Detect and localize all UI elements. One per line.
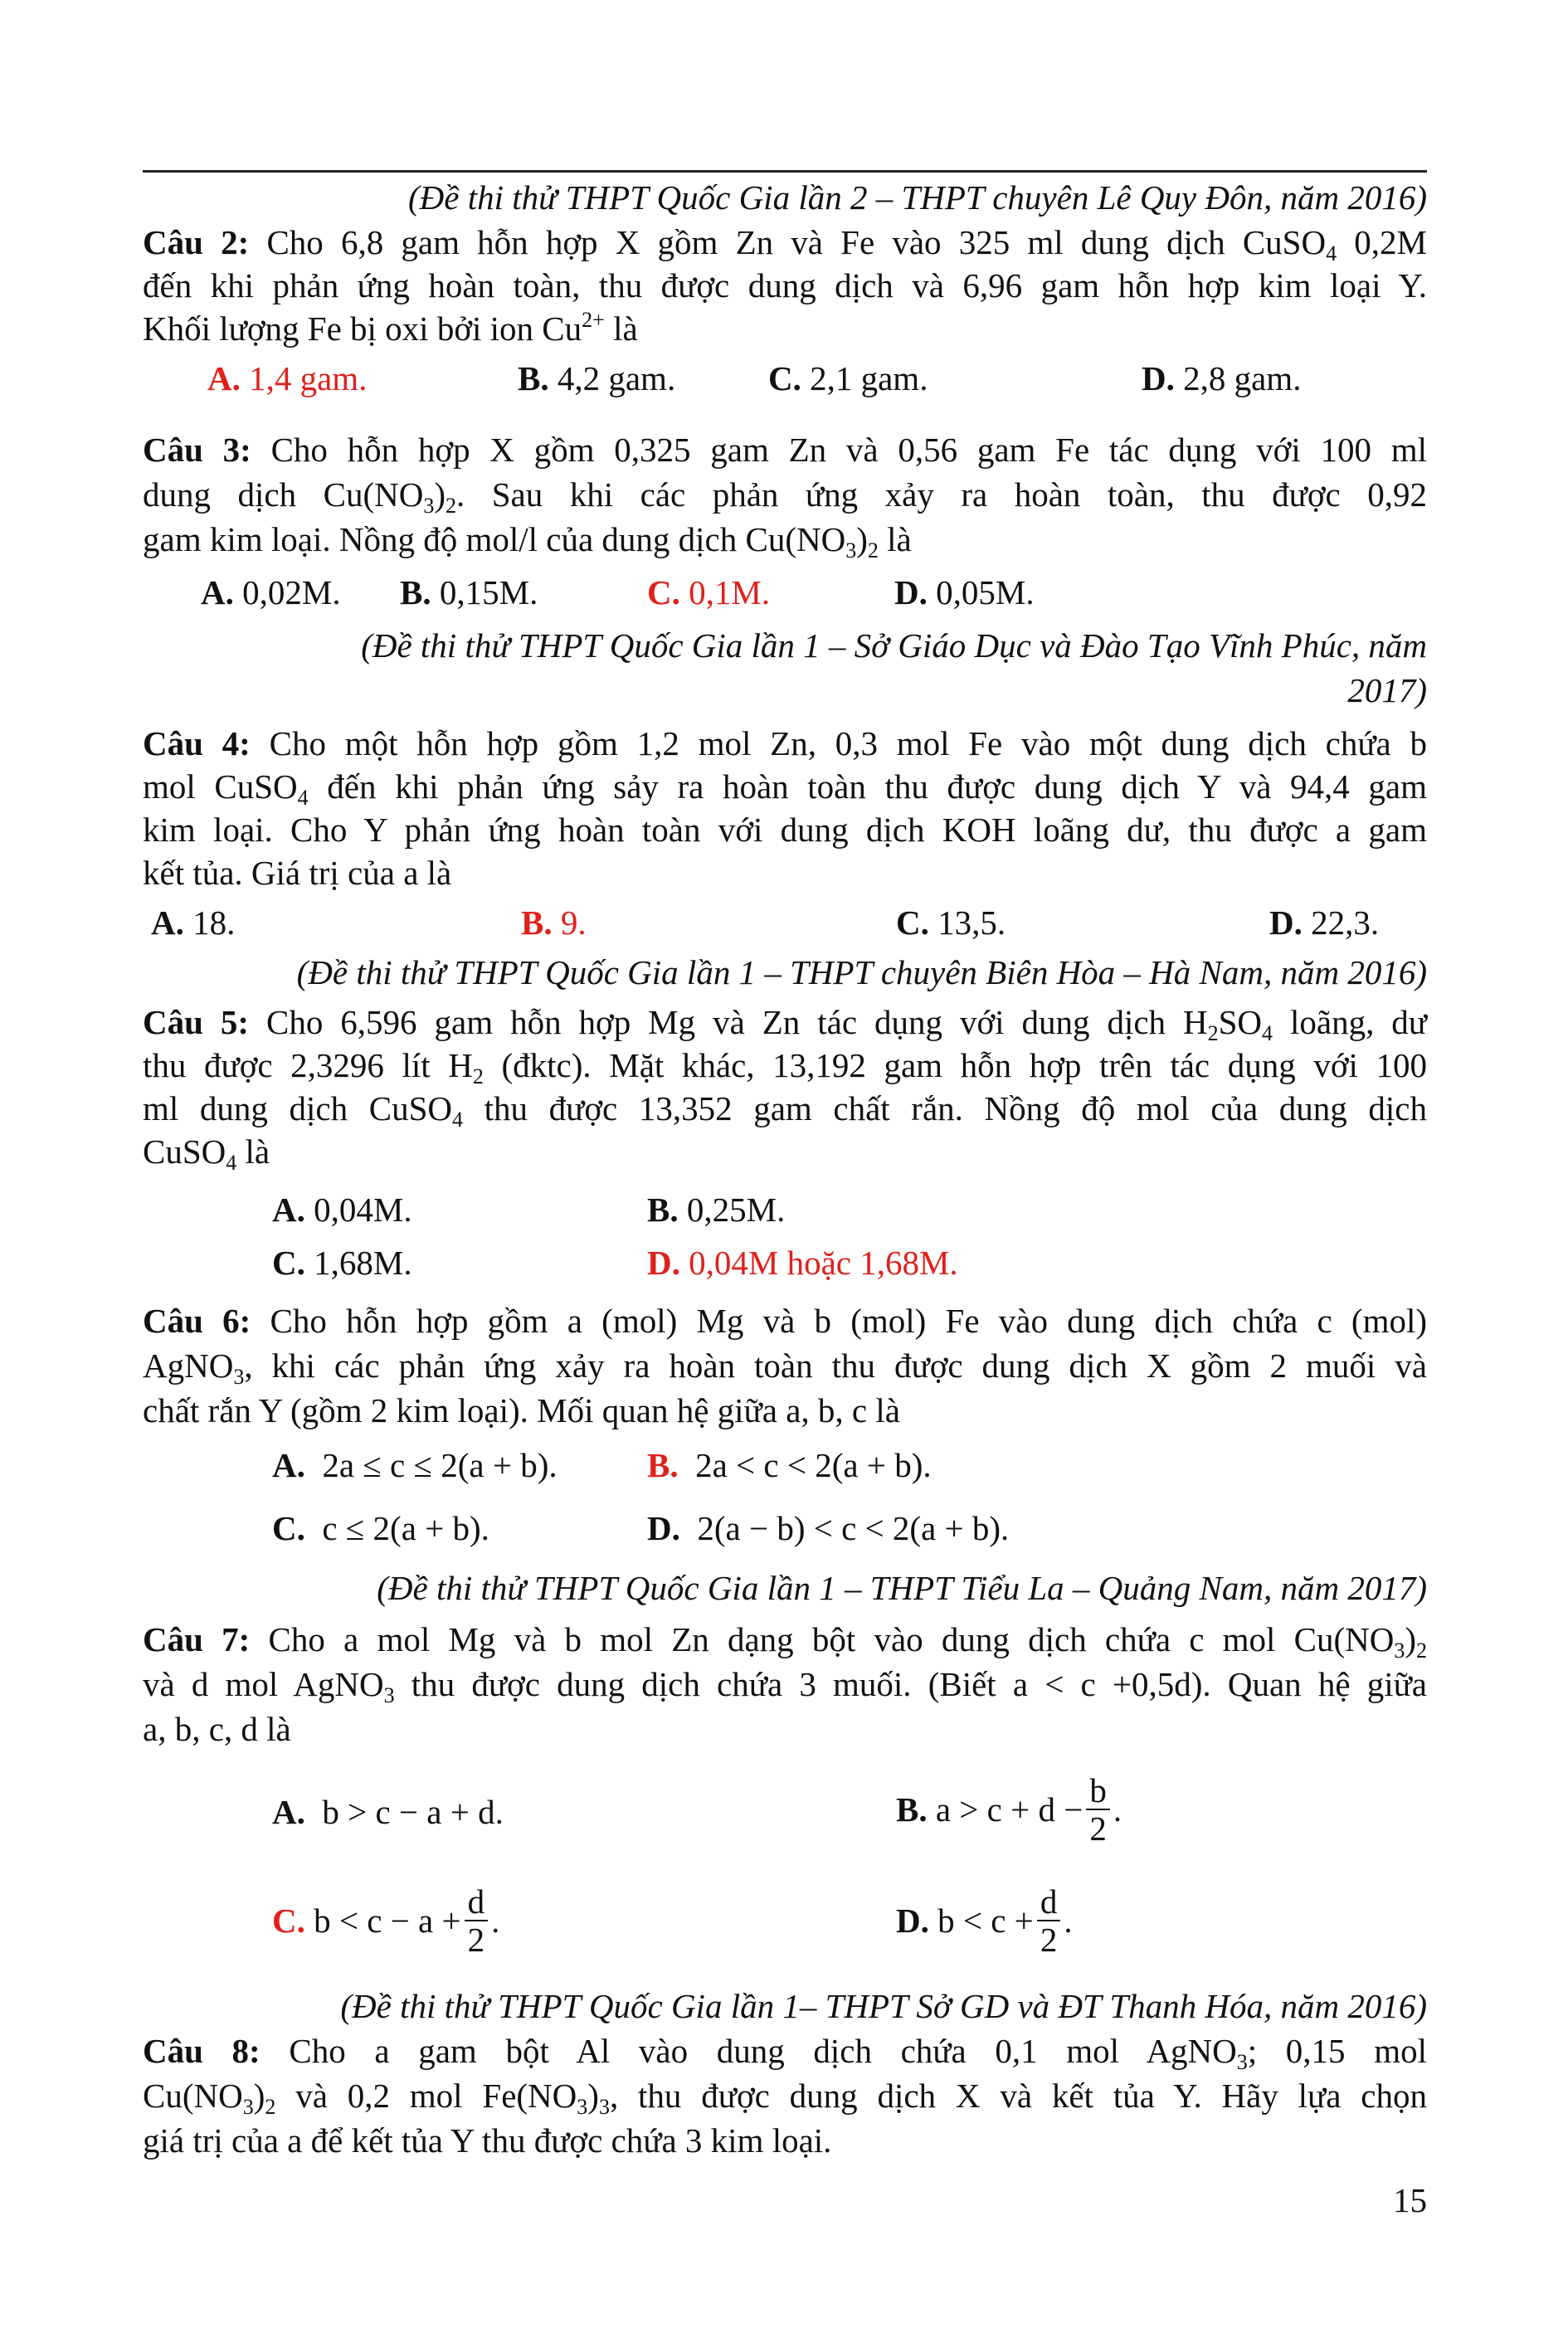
- fraction: $\frac{d}{2}$: [1037, 1883, 1061, 1958]
- question-4-line-3: kim loại. Cho Y phản ứng hoàn toàn với dung dịch KOH loãng dư, thu được a gam: [143, 811, 1427, 849]
- fraction: $\frac{d}{2}$: [465, 1883, 489, 1958]
- q5-option-a[interactable]: A. 0,04M.: [272, 1191, 412, 1229]
- source-note: (Đề thi thử THPT Quốc Gia lần 1 – Sở Giáo Dục và Đào Tạo Vĩnh Phúc, năm: [361, 626, 1427, 665]
- q3-option-c[interactable]: C. 0,1M.: [647, 573, 771, 611]
- question-8-line-3: giá trị của a để kết tủa Y thu được chứa 3 kim loại.: [143, 2121, 832, 2160]
- q3-option-b[interactable]: B. 0,15M.: [400, 573, 538, 611]
- q7-option-c[interactable]: C. b < c − a + $\frac{d}{2}$ .: [272, 1882, 500, 1959]
- question-7-line-3: a, b, c, d là: [143, 1710, 291, 1748]
- q3-option-d[interactable]: D. 0,05M.: [894, 573, 1035, 611]
- source-note: (Đề thi thử THPT Quốc Gia lần 1– THPT Sở GD và ĐT Thanh Hóa, năm 2016): [340, 1987, 1427, 2025]
- q5-option-d[interactable]: D. 0,04M hoặc 1,68M.: [647, 1244, 958, 1282]
- question-2-line-2: đến khi phản ứng hoàn toàn, thu được dung dịch và 6,96 gam hỗn hợp kim loại Y.: [143, 266, 1427, 304]
- question-6-line-1: Câu 6: Cho hỗn hợp gồm a (mol) Mg và b (mol) Fe vào dung dịch chứa c (mol): [143, 1302, 1427, 1340]
- q2-option-b[interactable]: B. 4,2 gam.: [518, 359, 676, 397]
- fraction: $\frac{b}{2}$: [1086, 1772, 1110, 1847]
- question-label: Câu 6:: [143, 1302, 251, 1340]
- q6-option-d[interactable]: D. 2(a − b) < c < 2(a + b).: [647, 1509, 1010, 1547]
- q4-option-a[interactable]: A. 18.: [151, 903, 236, 942]
- q7-option-a[interactable]: A. b > c − a + d.: [272, 1793, 504, 1831]
- q2-option-d[interactable]: D. 2,8 gam.: [1142, 359, 1302, 397]
- question-7-line-1: Câu 7: Cho a mol Mg và b mol Zn dạng bột vào dung dịch chứa c mol $Cu(NO_3)_2$: [143, 1620, 1428, 1663]
- question-6-line-3: chất rắn Y (gồm 2 kim loại). Mối quan hệ giữa a, b, c là: [143, 1391, 900, 1429]
- question-3-line-1: Câu 3: Cho hỗn hợp X gồm 0,325 gam Zn và 0,56 gam Fe tác dụng với 100 ml: [143, 431, 1427, 469]
- question-label: Câu 5:: [143, 1003, 250, 1041]
- question-5-line-4: CuSO$_4$ là: [143, 1132, 270, 1175]
- q2-option-c[interactable]: C. 2,1 gam.: [768, 359, 928, 397]
- q6-option-b[interactable]: B. 2a < c < 2(a + b).: [647, 1446, 932, 1484]
- question-4-line-4: kết tủa. Giá trị của a là: [143, 854, 452, 892]
- question-2-line-3: Khối lượng Fe bị oxi bởi ion $Cu^{2+}$ là: [143, 308, 638, 348]
- q6-option-c[interactable]: C. c ≤ 2(a + b).: [272, 1509, 489, 1547]
- document-page: [143, 0, 1427, 2352]
- q4-option-d[interactable]: D. 22,3.: [1269, 903, 1380, 942]
- question-8-line-1: Câu 8: Cho a gam bột Al vào dung dịch chứa 0,1 mol AgNO$_3$; 0,15 mol: [143, 2032, 1427, 2074]
- q4-option-c[interactable]: C. 13,5.: [896, 903, 1006, 942]
- q2-option-a[interactable]: A. 1,4 gam.: [207, 359, 368, 397]
- question-label: Câu 4:: [143, 724, 251, 762]
- question-5-line-3: ml dung dịch CuSO$_4$ thu được 13,352 gam chất rắn. Nồng độ mol của dung dịch: [143, 1089, 1427, 1132]
- source-note-continued: 2017): [1347, 671, 1427, 709]
- q5-option-b[interactable]: B. 0,25M.: [647, 1191, 786, 1229]
- question-label: Câu 3:: [143, 431, 251, 469]
- question-6-line-2: AgNO$_3$, khi các phản ứng xảy ra hoàn toàn thu được dung dịch X gồm 2 muối và: [143, 1346, 1427, 1389]
- question-2-line-1: Câu 2: Cho 6,8 gam hỗn hợp X gồm Zn và Fe vào 325 ml dung dịch CuSO$_4$ 0,2M: [143, 223, 1427, 265]
- q4-option-b[interactable]: B. 9.: [521, 903, 587, 942]
- source-note: (Đề thi thử THPT Quốc Gia lần 2 – THPT chuyên Lê Quy Đôn, năm 2016): [408, 178, 1427, 217]
- header-rule: [143, 170, 1427, 173]
- question-5-line-2: thu được 2,3296 lít $H_2$ (đktc). Mặt khác, 13,192 gam hỗn hợp trên tác dụng với 100: [143, 1046, 1427, 1088]
- question-label: Câu 2:: [143, 223, 250, 261]
- question-4-line-2: mol CuSO$_4$ đến khi phản ứng sảy ra hoàn toàn thu được dung dịch Y và 94,4 gam: [143, 767, 1427, 810]
- q5-option-c[interactable]: C. 1,68M.: [272, 1244, 412, 1282]
- question-3-line-3: gam kim loại. Nồng độ mol/l của dung dịch $Cu(NO_3)_2$ là: [143, 520, 912, 562]
- source-note: (Đề thi thử THPT Quốc Gia lần 1 – THPT chuyên Biên Hòa – Hà Nam, năm 2016): [296, 953, 1427, 991]
- page-number: 15: [1393, 2181, 1427, 2219]
- question-7-line-2: và d mol AgNO$_3$ thu được dung dịch chứa 3 muối. (Biết a < c +0,5d). Quan hệ giữa: [143, 1665, 1428, 1707]
- q7-option-d[interactable]: D. b < c + $\frac{d}{2}$ .: [896, 1882, 1073, 1959]
- question-5-line-1: Câu 5: Cho 6,596 gam hỗn hợp Mg và Zn tác dụng với dung dịch $H_2SO_4$ loãng, dư: [143, 1003, 1428, 1045]
- q7-option-b[interactable]: B. a > c + d − $\frac{b}{2}$ .: [896, 1771, 1122, 1848]
- question-8-line-2: $Cu(NO_3)_2$ và 0,2 mol $Fe(NO_3)_3$, thu được dung dịch X và kết tủa Y. Hãy lựa chọn: [143, 2077, 1427, 2119]
- q6-option-a[interactable]: A. 2a ≤ c ≤ 2(a + b).: [272, 1446, 558, 1484]
- question-label: Câu 8:: [143, 2032, 261, 2070]
- q3-option-a[interactable]: A. 0,02M.: [201, 573, 341, 611]
- source-note: (Đề thi thử THPT Quốc Gia lần 1 – THPT Tiểu La – Quảng Nam, năm 2017): [377, 1569, 1427, 1607]
- question-3-line-2: dung dịch $Cu(NO_3)_2$. Sau khi các phản ứng xảy ra hoàn toàn, thu được 0,92: [143, 475, 1428, 518]
- question-4-line-1: Câu 4: Cho một hỗn hợp gồm 1,2 mol Zn, 0,3 mol Fe vào một dung dịch chứa b: [143, 724, 1427, 762]
- question-label: Câu 7:: [143, 1620, 251, 1658]
